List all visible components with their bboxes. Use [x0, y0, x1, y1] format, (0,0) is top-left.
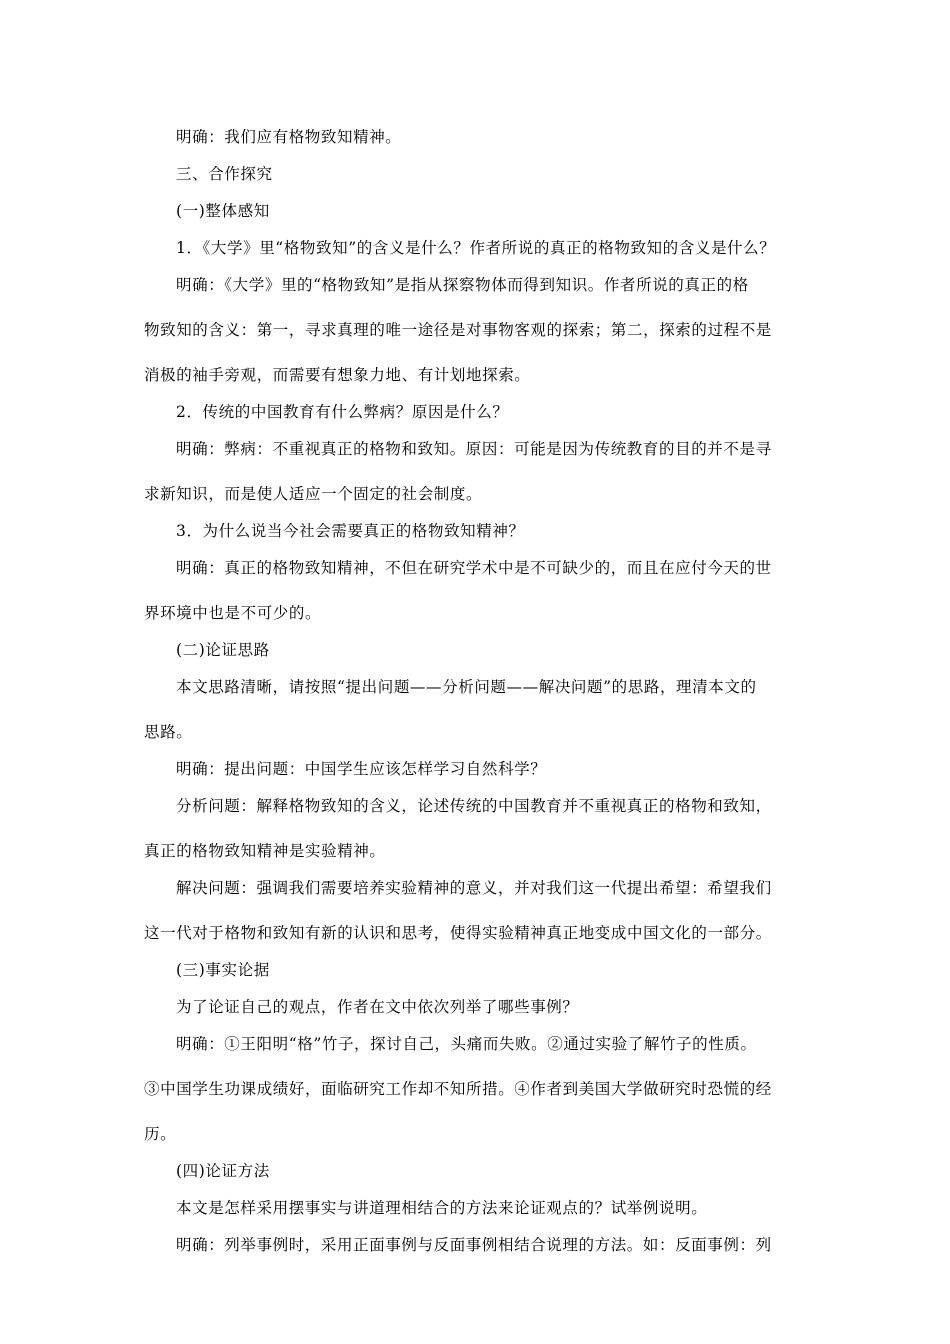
answer-line: 明确：弊病：不重视真正的格物和致知。原因：可能是因为传统教育的目的并不是寻 — [176, 440, 772, 458]
answer-continuation-line: 求新知识，而是使人适应一个固定的社会制度。 — [144, 485, 483, 503]
paragraph-continuation-line: 思路。 — [144, 723, 193, 741]
subsection-heading: (二)论证思路 — [176, 641, 270, 659]
answer-continuation-line: 历。 — [144, 1125, 177, 1143]
answer-line: 明确：我们应有格物致知精神。 — [176, 128, 402, 146]
answer-line: 明确：①王阳明“格”竹子，探讨自己，头痛而失败。②通过实验了解竹子的性质。 — [176, 1035, 757, 1053]
answer-line: 明确：真正的格物致知精神，不但在研究学术中是不可缺少的，而且在应付今天的世 — [176, 559, 772, 577]
answer-line: 明确：列举事例时，采用正面事例与反面事例相结合说理的方法。如：反面事例：列 — [176, 1236, 772, 1254]
document-body — [144, 124, 812, 1259]
paragraph-line: 解决问题：强调我们需要培养实验精神的意义，并对我们这一代提出希望：希望我们 — [176, 879, 772, 897]
paragraph-line: 本文思路清晰，请按照“提出问题——分析问题——解决问题”的思路，理清本文的 — [176, 678, 757, 696]
paragraph-line: 分析问题：解释格物致知的含义，论述传统的中国教育并不重视真正的格物和致知， — [176, 797, 772, 815]
question-line: 2．传统的中国教育有什么弊病？原因是什么？ — [176, 403, 509, 421]
subsection-heading: (四)论证方法 — [176, 1162, 270, 1180]
answer-line: 明确：《大学》里的“格物致知”是指从探察物体而得到知识。作者所说的真正的格 — [176, 276, 749, 294]
question-line: 3．为什么说当今社会需要真正的格物致知精神？ — [176, 522, 525, 540]
paragraph-continuation-line: 真正的格物致知精神是实验精神。 — [144, 842, 386, 860]
answer-continuation-line: 消极的袖手旁观，而需要有想象力地、有计划地探索。 — [144, 366, 531, 384]
answer-continuation-line: ③中国学生功课成绩好，面临研究工作却不知所措。④作者到美国大学做研究时恐慌的经 — [144, 1080, 772, 1098]
answer-continuation-line: 界环境中也是不可少的。 — [144, 604, 322, 622]
subsection-heading: (一)整体感知 — [176, 202, 270, 220]
subsection-heading: (三)事实论据 — [176, 961, 270, 979]
question-line: 本文是怎样采用摆事实与讲道理相结合的方法来论证观点的？试举例说明。 — [176, 1199, 708, 1217]
section-heading: 三、合作探究 — [176, 165, 273, 183]
paragraph-continuation-line: 这一代对于格物和致知有新的认识和思考，使得实验精神真正地变成中国文化的一部分。 — [144, 924, 772, 942]
question-line: 1．《大学》里“格物致知”的含义是什么？作者所说的真正的格物致知的含义是什么？ — [176, 239, 776, 257]
answer-continuation-line: 物致知的含义：第一，寻求真理的唯一途径是对事物客观的探索；第二，探索的过程不是 — [144, 321, 772, 339]
question-line: 为了论证自己的观点，作者在文中依次列举了哪些事例？ — [176, 998, 579, 1016]
answer-line: 明确：提出问题：中国学生应该怎样学习自然科学？ — [176, 760, 547, 778]
